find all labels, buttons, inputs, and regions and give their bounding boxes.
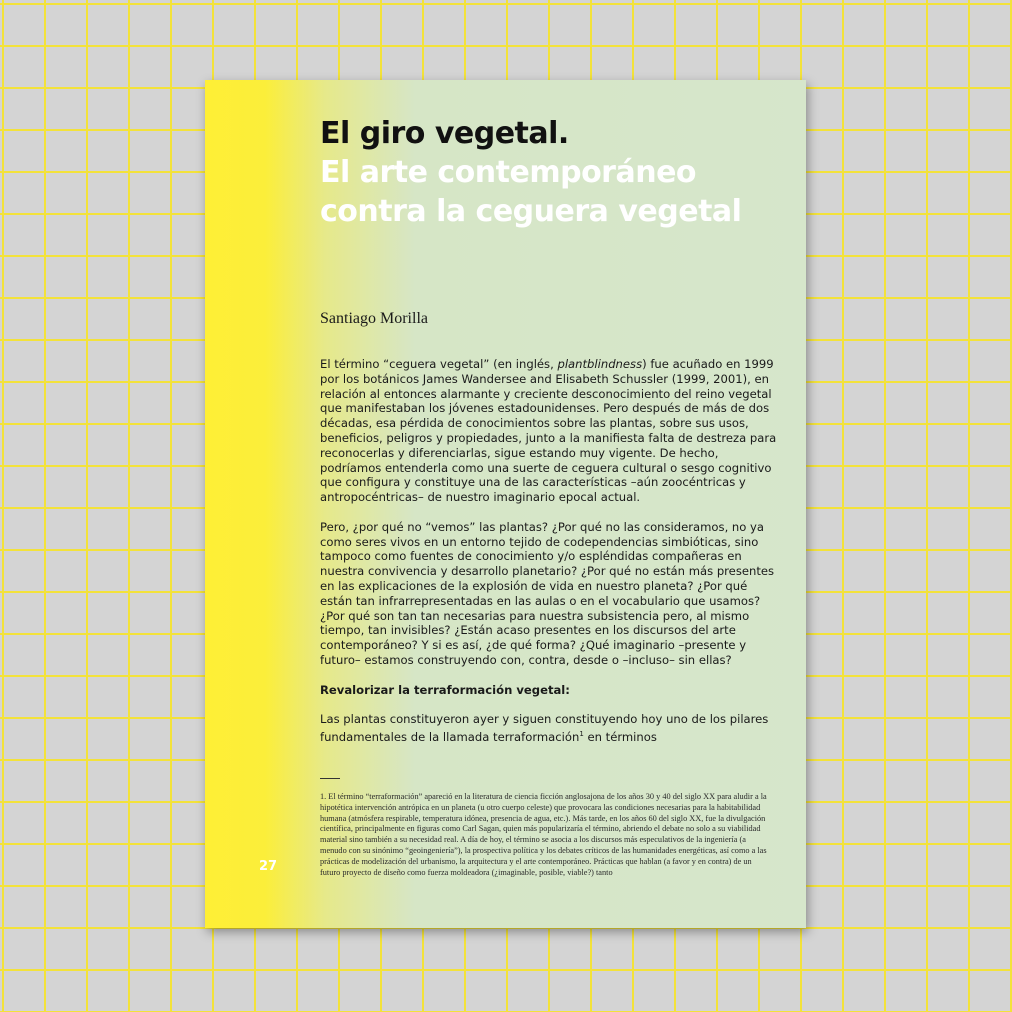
paragraph-3-start: Las plantas constituyeron ayer y siguen constituyendo hoy uno de los pilares fundamentales de la llamada terraformación — [320, 712, 769, 744]
paragraph-1-end: ) fue acuñado en 1999 por los botánicos James Wandersee and Elisabeth Schussler (1999, 2001), en relación al entonces alarmante y creciente desconocimiento del reino vegetal que manifestaban los jóvenes estadounidenses. Pero después de más de dos décadas, esa pérdida de conocimientos sobre las plantas, sobre sus usos, beneficios, peligros y propiedades, junto a la manifiesta falta de destreza para reconocerlas y diferenciarlas, sigue estando muy vigente. De hecho, podríamos entenderla como una suerte de ceguera cultural o sesgo cognitivo que configura y constituye una de las características –aún zoocéntricas y antropocéntricas– de nuestro imaginario epocal actual. — [320, 357, 777, 505]
article-body — [320, 357, 780, 759]
paragraph-3 — [320, 712, 780, 744]
title-line-secondary: El arte contemporáneo contra la ceguera vegetal — [320, 155, 742, 229]
paragraph-1-start: El término “ceguera vegetal” (en inglés, — [320, 357, 558, 371]
footnote-divider — [320, 778, 340, 779]
footnote-reference: 1 — [579, 729, 584, 738]
page-number: 27 — [259, 859, 278, 874]
article-title — [320, 114, 780, 231]
footnote: 1. El término “terraformación” apareció en la literatura de ciencia ficción anglosajona de los años 30 y 40 del siglo XX para aludir a la hipotética intervención antrópica en un planeta (u otro cuerpo celeste) que provocara las condiciones necesarias para la habitabilidad humana (atmósfera respirable, temperatura idónea, presencia de agua, etc.). Más tarde, en los años 60 del siglo XX, fue la divulgación científica, principalmente en figuras como Carl Sagan, quien más popularizaría el término, abriendo el debate no solo a su viabilidad material sino también a su necesidad real. A día de hoy, el término se asocia a los discursos más especulativos de la ingeniería (a menudo con su sinónimo “geoingeniería”), la prospectiva política y los debates críticos de las humanidades energéticas, así como a las prácticas de modelización del urbanismo, la arquitectura y el arte contemporáneo. Prácticas que hablan (a favor y en contra) de un futuro proyecto de diseño como fuerza moldeadora (¿imaginable, posible, viable?) tanto — [320, 792, 767, 877]
section-subheading: Revalorizar la terraformación vegetal: — [320, 682, 570, 697]
author-name: Santiago Morilla — [320, 310, 428, 327]
book-page — [205, 80, 806, 928]
paragraph-3-end: en términos — [583, 729, 657, 744]
paragraph-2: Pero, ¿por qué no “vemos” las plantas? ¿Por qué no las consideramos, no ya como seres vivos en un entorno tejido de codependencias simbióticas, sino tampoco como fuentes de conocimiento y/o espléndidas compañeras en nuestra convivencia y desarrollo planetario? ¿Por qué no están más presentes en las explicaciones de la explosión de vida en nuestro planeta? ¿Por qué están tan infrarrepresentadas en las aulas o en el vocabulario que usamos? ¿Por qué son tan tan necesarias para nuestra subsistencia pero, al mismo tiempo, tan invisibles? ¿Están acaso presentes en los discursos del arte contemporáneo? Y si es así, ¿de qué forma? ¿Qué imaginario –presente y futuro– estamos construyendo con, contra, desde o –incluso– sin ellas? — [320, 519, 775, 667]
paragraph-1 — [320, 357, 780, 505]
title-line-primary: El giro vegetal. — [320, 116, 569, 151]
paragraph-1-emphasis: plantblindness — [557, 357, 643, 371]
